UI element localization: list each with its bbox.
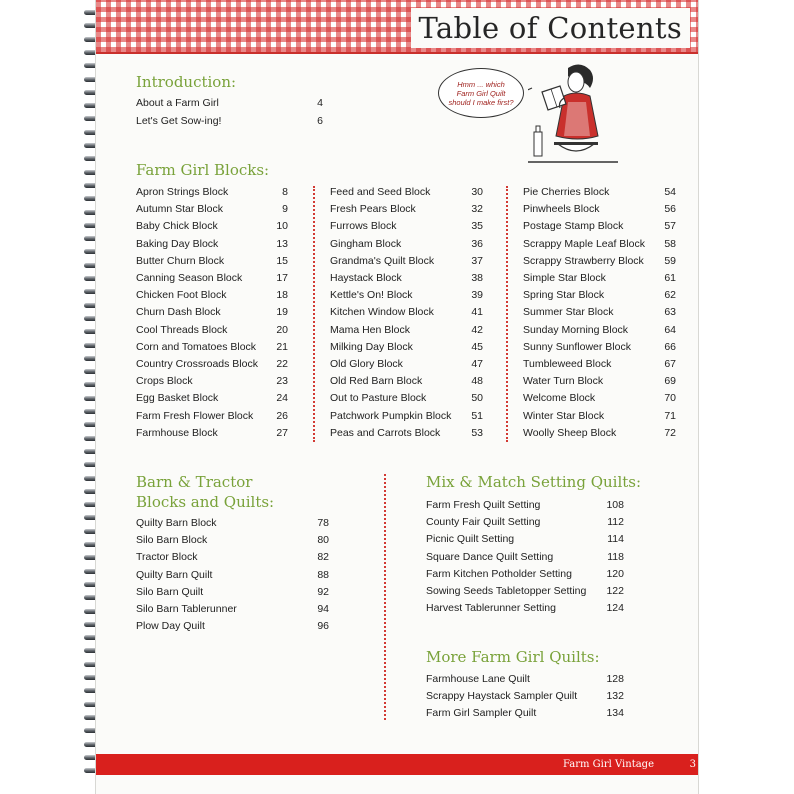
- toc-entry-title: Out to Pasture Block: [330, 392, 427, 405]
- toc-entry-title: Tumbleweed Block: [523, 358, 612, 370]
- toc-entry[interactable]: [136, 113, 323, 130]
- toc-entry-page: 45: [471, 340, 483, 353]
- toc-entry-title: Square Dance Quilt Setting: [426, 550, 554, 563]
- toc-entry-title: Egg Basket Block: [136, 392, 219, 405]
- toc-entry-page: 54: [664, 186, 676, 198]
- toc-entry-title: Feed and Seed Block: [330, 186, 431, 198]
- toc-entry[interactable]: [136, 618, 329, 635]
- toc-entry[interactable]: [523, 236, 676, 253]
- toc-entry[interactable]: [136, 253, 288, 270]
- toc-entry-page: 35: [471, 220, 483, 233]
- toc-entry-title: Farm Kitchen Potholder Setting: [426, 567, 572, 580]
- toc-entry[interactable]: [523, 390, 676, 407]
- toc-entry-page: 21: [276, 340, 288, 353]
- toc-entry-page: 128: [606, 673, 624, 685]
- toc-entry-page: 23: [276, 375, 288, 388]
- toc-entry-page: 18: [276, 289, 288, 302]
- toc-entry[interactable]: [136, 549, 329, 566]
- toc-entry-page: 92: [317, 585, 329, 598]
- toc-entry-page: 96: [317, 620, 329, 633]
- toc-entry[interactable]: [523, 425, 676, 442]
- toc-entry-page: 51: [471, 409, 483, 422]
- toc-entry[interactable]: [426, 705, 624, 722]
- toc-entry-page: 114: [607, 533, 624, 546]
- toc-entry-title: Silo Barn Quilt: [136, 585, 204, 598]
- toc-entry[interactable]: [136, 356, 288, 373]
- toc-entry[interactable]: [426, 600, 624, 617]
- toc-entry-page: 13: [276, 237, 288, 250]
- toc-entry-title: About a Farm Girl: [136, 97, 219, 109]
- toc-entry-title: Postage Stamp Block: [523, 220, 624, 233]
- toc-entry-page: 30: [471, 186, 483, 198]
- toc-entry-page: 132: [606, 690, 624, 703]
- toc-entry-title: Milking Day Block: [330, 340, 413, 353]
- toc-entry[interactable]: [523, 408, 676, 425]
- toc-entry-page: 15: [276, 254, 288, 267]
- toc-entry-page: 6: [317, 114, 323, 127]
- toc-entry-page: 66: [664, 340, 676, 353]
- toc-entry-title: Churn Dash Block: [136, 306, 221, 319]
- toc-entry-title: Let's Get Sow-ing!: [136, 114, 222, 127]
- toc-entry-title: Harvest Tablerunner Setting: [426, 602, 556, 615]
- toc-entry-title: Pinwheels Block: [523, 203, 600, 216]
- toc-entry[interactable]: [523, 287, 676, 304]
- toc-entry-title: Quilty Barn Quilt: [136, 568, 213, 581]
- toc-entry-title: Farm Girl Sampler Quilt: [426, 707, 537, 720]
- toc-entry-title: Silo Barn Tablerunner: [136, 603, 237, 615]
- toc-entry-title: Scrappy Maple Leaf Block: [523, 237, 645, 250]
- toc-entry-page: 67: [664, 358, 676, 370]
- toc-entry-title: Farmhouse Block: [136, 426, 218, 439]
- toc-entry-page: 20: [276, 323, 288, 336]
- toc-entry-page: 120: [606, 567, 624, 580]
- toc-entry[interactable]: [136, 408, 288, 425]
- toc-entry-page: 118: [607, 550, 624, 563]
- toc-entry[interactable]: [523, 356, 676, 373]
- toc-entry-page: 42: [471, 323, 483, 336]
- toc-entry-title: Baby Chick Block: [136, 220, 218, 233]
- toc-entry-page: 72: [664, 426, 676, 439]
- toc-entry-page: 56: [664, 203, 676, 216]
- toc-entry-page: 64: [664, 323, 676, 336]
- toc-entry-title: Furrows Block: [330, 220, 397, 233]
- toc-entry[interactable]: [136, 270, 288, 287]
- toc-entry-page: 50: [471, 392, 483, 405]
- toc-entry-page: 62: [664, 289, 676, 302]
- toc-entry-title: Apron Strings Block: [136, 186, 229, 198]
- toc-entry-page: 9: [282, 203, 288, 216]
- toc-entry[interactable]: [136, 515, 329, 532]
- toc-entry[interactable]: [136, 373, 288, 390]
- toc-entry[interactable]: [330, 253, 483, 270]
- toc-entry[interactable]: [523, 304, 676, 321]
- toc-entry-title: Country Crossroads Block: [136, 358, 258, 370]
- toc-entry-page: 57: [664, 220, 676, 233]
- toc-entry-title: Old Glory Block: [330, 358, 403, 370]
- toc-entry[interactable]: [426, 549, 624, 566]
- toc-entry[interactable]: [136, 95, 323, 112]
- heading-introduction: Introduction:: [136, 73, 237, 91]
- toc-entry-title: Scrappy Strawberry Block: [523, 254, 644, 267]
- toc-entry[interactable]: [136, 584, 329, 601]
- toc-entry[interactable]: [330, 287, 483, 304]
- heading-farm-girl-blocks: Farm Girl Blocks:: [136, 161, 270, 179]
- toc-entry-page: 69: [664, 375, 676, 388]
- toc-entry-title: Simple Star Block: [523, 272, 606, 284]
- footer-book-title: Farm Girl Vintage: [563, 759, 654, 770]
- toc-entry[interactable]: [523, 184, 676, 201]
- toc-entry[interactable]: [330, 408, 483, 425]
- toc-entry[interactable]: [136, 567, 329, 584]
- toc-entry-page: 71: [664, 409, 676, 422]
- footer-bar: [96, 754, 698, 775]
- toc-entry[interactable]: [330, 356, 483, 373]
- heading-blocks-and-quilts: Blocks and Quilts:: [136, 493, 275, 511]
- toc-entry-title: Baking Day Block: [136, 237, 219, 250]
- heading-mix-match: Mix & Match Setting Quilts:: [426, 473, 642, 491]
- toc-entry-page: 24: [276, 392, 288, 405]
- toc-entry-page: 26: [276, 409, 288, 422]
- toc-entry[interactable]: [136, 184, 288, 201]
- title-box: [411, 8, 690, 48]
- page-title: Table of Contents: [418, 11, 682, 45]
- toc-entry-title: Welcome Block: [523, 392, 596, 405]
- toc-entry-page: 36: [471, 237, 483, 250]
- toc-entry-title: Summer Star Block: [523, 306, 614, 319]
- toc-entry-title: Crops Block: [136, 375, 193, 388]
- toc-entry-title: Butter Churn Block: [136, 254, 225, 267]
- toc-entry-title: Sunny Sunflower Block: [523, 340, 631, 353]
- toc-entry[interactable]: [523, 339, 676, 356]
- toc-entry[interactable]: [330, 304, 483, 321]
- toc-entry-title: Sowing Seeds Tabletopper Setting: [426, 585, 587, 597]
- toc-entry[interactable]: [136, 201, 288, 218]
- toc-entry-title: Farmhouse Lane Quilt: [426, 673, 530, 685]
- toc-entry-title: Gingham Block: [330, 237, 402, 250]
- toc-entry-title: Farm Fresh Flower Block: [136, 409, 254, 422]
- toc-entry[interactable]: [136, 236, 288, 253]
- toc-entry-page: 70: [664, 392, 676, 405]
- toc-entry[interactable]: [330, 425, 483, 442]
- toc-entry-title: Autumn Star Block: [136, 203, 223, 216]
- toc-entry-page: 122: [606, 585, 624, 597]
- toc-entry[interactable]: [330, 201, 483, 218]
- toc-entry-title: Patchwork Pumpkin Block: [330, 409, 452, 422]
- toc-entry-title: Water Turn Block: [523, 375, 604, 388]
- toc-entry[interactable]: [523, 270, 676, 287]
- toc-entry[interactable]: [426, 531, 624, 548]
- toc-entry[interactable]: [426, 688, 624, 705]
- toc-entry[interactable]: [136, 425, 288, 442]
- toc-entry[interactable]: [136, 390, 288, 407]
- toc-entry-page: 37: [471, 254, 483, 267]
- toc-entry[interactable]: [330, 236, 483, 253]
- toc-entry[interactable]: [136, 287, 288, 304]
- toc-entry-title: Plow Day Quilt: [136, 620, 205, 633]
- toc-entry-title: County Fair Quilt Setting: [426, 516, 541, 529]
- speech-bubble: [438, 68, 524, 118]
- toc-entry-title: Kitchen Window Block: [330, 306, 434, 319]
- toc-entry[interactable]: [330, 390, 483, 407]
- column-divider: [506, 186, 508, 442]
- toc-entry-page: 19: [276, 306, 288, 319]
- toc-entry-title: Quilty Barn Block: [136, 517, 217, 529]
- toc-entry-page: 32: [471, 203, 483, 216]
- toc-entry-title: Peas and Carrots Block: [330, 426, 441, 439]
- toc-entry[interactable]: [136, 322, 288, 339]
- toc-entry-page: 27: [276, 426, 288, 439]
- toc-entry-page: 53: [471, 426, 483, 439]
- toc-entry-page: 48: [471, 375, 483, 388]
- toc-entry[interactable]: [330, 322, 483, 339]
- toc-entry-page: 59: [664, 254, 676, 267]
- toc-entry[interactable]: [523, 373, 676, 390]
- toc-entry-title: Woolly Sheep Block: [523, 426, 617, 439]
- section-divider: [384, 474, 386, 720]
- toc-entry[interactable]: [426, 671, 624, 688]
- toc-entry-title: Tractor Block: [136, 551, 198, 564]
- toc-entry-page: 38: [471, 272, 483, 284]
- toc-entry-page: 63: [664, 306, 676, 319]
- toc-entry[interactable]: [136, 601, 329, 618]
- toc-entry-page: 10: [276, 220, 288, 233]
- toc-entry[interactable]: [523, 218, 676, 235]
- toc-entry-title: Mama Hen Block: [330, 323, 410, 336]
- toc-entry[interactable]: [330, 339, 483, 356]
- woman-reading-cookbook-icon: [528, 62, 618, 166]
- book-page: [96, 0, 698, 794]
- toc-entry[interactable]: [330, 184, 483, 201]
- toc-entry-page: 47: [471, 358, 483, 370]
- toc-entry-page: 39: [471, 289, 483, 302]
- toc-entry-title: Cool Threads Block: [136, 323, 228, 336]
- toc-entry-page: 4: [317, 97, 323, 109]
- toc-entry[interactable]: [136, 304, 288, 321]
- toc-entry-page: 94: [317, 603, 329, 615]
- toc-entry[interactable]: [136, 532, 329, 549]
- toc-entry-page: 58: [664, 237, 676, 250]
- toc-entry[interactable]: [523, 322, 676, 339]
- toc-entry-page: 88: [317, 568, 329, 581]
- heading-more-quilts: More Farm Girl Quilts:: [426, 648, 600, 666]
- toc-entry-title: Kettle's On! Block: [330, 289, 413, 302]
- toc-entry[interactable]: [523, 201, 676, 218]
- toc-entry-title: Haystack Block: [330, 272, 402, 284]
- toc-entry[interactable]: [330, 373, 483, 390]
- toc-entry-title: Sunday Morning Block: [523, 323, 629, 336]
- toc-entry-page: 78: [317, 517, 329, 529]
- toc-entry-page: 41: [471, 306, 483, 319]
- heading-barn-tractor: Barn & Tractor: [136, 473, 253, 491]
- toc-entry-title: Corn and Tomatoes Block: [136, 340, 257, 353]
- toc-entry-page: 17: [276, 272, 288, 284]
- column-divider: [313, 186, 315, 442]
- toc-entry-title: Winter Star Block: [523, 409, 605, 422]
- toc-entry-title: Canning Season Block: [136, 272, 243, 284]
- toc-entry-title: Pie Cherries Block: [523, 186, 610, 198]
- toc-entry[interactable]: [426, 566, 624, 583]
- toc-entry-title: Chicken Foot Block: [136, 289, 227, 302]
- toc-entry-page: 82: [317, 551, 329, 564]
- toc-entry-page: 134: [606, 707, 624, 720]
- speech-bubble-text: Hmm ... which Farm Girl Quilt should I make first?: [448, 79, 514, 107]
- footer-page-number: 3: [689, 759, 696, 770]
- toc-entry-page: 8: [282, 186, 288, 198]
- toc-entry[interactable]: [426, 514, 624, 531]
- toc-entry-page: 80: [317, 534, 329, 547]
- toc-entry-page: 22: [276, 358, 288, 370]
- toc-entry[interactable]: [330, 270, 483, 287]
- toc-entry[interactable]: [136, 339, 288, 356]
- toc-entry[interactable]: [136, 218, 288, 235]
- toc-entry[interactable]: [330, 218, 483, 235]
- toc-entry[interactable]: [426, 497, 624, 514]
- toc-entry-page: 61: [664, 272, 676, 284]
- toc-entry-title: Spring Star Block: [523, 289, 605, 302]
- toc-entry-title: Farm Fresh Quilt Setting: [426, 499, 541, 511]
- toc-entry-title: Old Red Barn Block: [330, 375, 423, 388]
- toc-entry[interactable]: [523, 253, 676, 270]
- toc-entry-page: 112: [607, 516, 624, 529]
- toc-entry-page: 108: [606, 499, 624, 511]
- toc-entry-title: Scrappy Haystack Sampler Quilt: [426, 690, 578, 703]
- toc-entry-title: Silo Barn Block: [136, 534, 208, 547]
- toc-entry-title: Grandma's Quilt Block: [330, 254, 435, 267]
- gingham-header: [96, 0, 698, 54]
- toc-entry-page: 124: [606, 602, 624, 615]
- toc-entry[interactable]: [426, 583, 624, 600]
- toc-entry-title: Fresh Pears Block: [330, 203, 416, 216]
- toc-entry-title: Picnic Quilt Setting: [426, 533, 515, 546]
